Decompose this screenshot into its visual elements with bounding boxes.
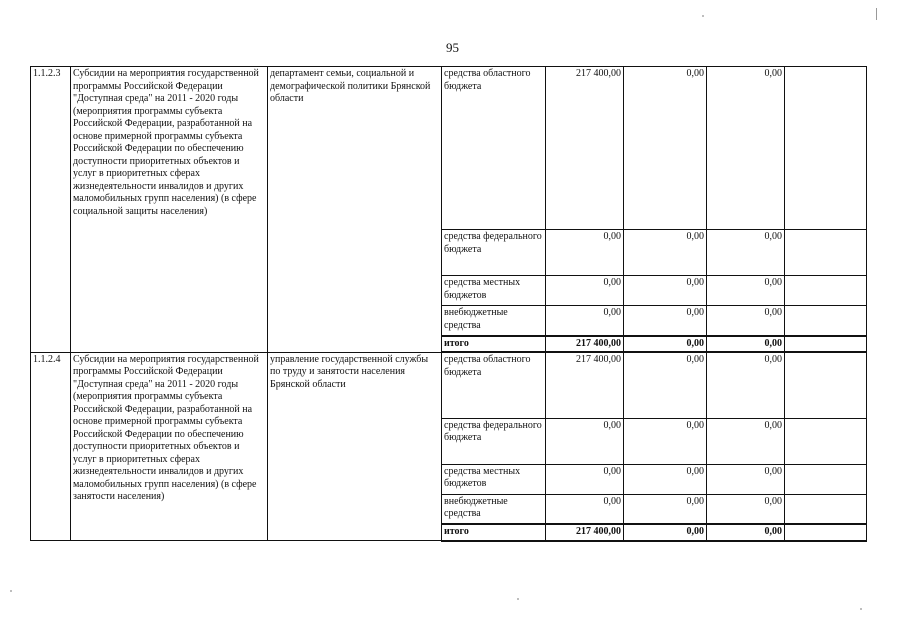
funding-value: 0,00 [546, 306, 624, 336]
funding-value: 0,00 [624, 306, 707, 336]
measure-code: 1.1.2.4 [31, 352, 71, 541]
total-value: 0,00 [707, 336, 785, 353]
funding-source: средства областного бюджета [442, 67, 546, 230]
empty-cell [785, 494, 867, 524]
budget-table [30, 66, 867, 542]
funding-value: 0,00 [624, 276, 707, 306]
scan-speck [517, 598, 519, 600]
measure-executor: управление государственной службы по труду и занятости населения Брянской области [268, 352, 442, 541]
empty-cell [785, 230, 867, 276]
funding-value: 0,00 [707, 67, 785, 230]
funding-source: средства федерального бюджета [442, 230, 546, 276]
scan-speck [860, 608, 862, 610]
total-value: 217 400,00 [546, 336, 624, 353]
table-row [31, 352, 867, 418]
measure-title: Субсидии на мероприятия государственной программы Российской Федерации "Доступная среда" на 2011 - 2020 годы (мероприятия программы субъекта Российской Федерации, разработанной на основе примерной программы субъекта Российской Федерации по обеспечению доступности приоритетных объектов и услуг в приоритетных сферах жизнедеятельности инвалидов и других маломобильных групп населения) (в сфере занятости населения) [71, 352, 268, 541]
funding-source: средства местных бюджетов [442, 464, 546, 494]
scan-speck [10, 590, 12, 592]
empty-cell [785, 67, 867, 230]
funding-value: 0,00 [707, 306, 785, 336]
funding-value: 0,00 [707, 352, 785, 418]
funding-value: 0,00 [546, 418, 624, 464]
funding-value: 217 400,00 [546, 352, 624, 418]
total-value: 0,00 [624, 524, 707, 541]
funding-value: 0,00 [624, 464, 707, 494]
funding-value: 0,00 [624, 352, 707, 418]
empty-cell [785, 336, 867, 353]
empty-cell [785, 524, 867, 541]
funding-source: внебюджетные средства [442, 306, 546, 336]
measure-code: 1.1.2.3 [31, 67, 71, 353]
empty-cell [785, 464, 867, 494]
funding-value: 0,00 [624, 230, 707, 276]
scan-mark [876, 8, 877, 20]
funding-value: 0,00 [546, 494, 624, 524]
table-row [31, 67, 867, 230]
total-value: 0,00 [624, 336, 707, 353]
funding-source: средства федерального бюджета [442, 418, 546, 464]
funding-value: 0,00 [624, 494, 707, 524]
total-value: 0,00 [707, 524, 785, 541]
funding-value: 0,00 [707, 464, 785, 494]
funding-value: 217 400,00 [546, 67, 624, 230]
page-number: 95 [446, 40, 459, 55]
funding-value: 0,00 [707, 418, 785, 464]
total-label: итого [442, 336, 546, 353]
funding-value: 0,00 [707, 494, 785, 524]
funding-source: средства местных бюджетов [442, 276, 546, 306]
funding-source: средства областного бюджета [442, 352, 546, 418]
empty-cell [785, 352, 867, 418]
measure-executor: департамент семьи, социальной и демографической политики Брянской области [268, 67, 442, 353]
funding-value: 0,00 [707, 276, 785, 306]
total-value: 217 400,00 [546, 524, 624, 541]
total-label: итого [442, 524, 546, 541]
empty-cell [785, 418, 867, 464]
empty-cell [785, 306, 867, 336]
funding-value: 0,00 [624, 67, 707, 230]
scan-speck [702, 15, 704, 17]
funding-value: 0,00 [546, 230, 624, 276]
funding-value: 0,00 [546, 464, 624, 494]
empty-cell [785, 276, 867, 306]
measure-title: Субсидии на мероприятия государственной программы Российской Федерации "Доступная среда" на 2011 - 2020 годы (мероприятия программы субъекта Российской Федерации, разработанной на основе примерной программы субъекта Российской Федерации по обеспечению доступности приоритетных объектов и услуг в приоритетных сферах жизнедеятельности инвалидов и других маломобильных групп населения) (в сфере социальной защиты населения) [71, 67, 268, 353]
funding-source: внебюджетные средства [442, 494, 546, 524]
funding-value: 0,00 [624, 418, 707, 464]
funding-value: 0,00 [546, 276, 624, 306]
funding-value: 0,00 [707, 230, 785, 276]
